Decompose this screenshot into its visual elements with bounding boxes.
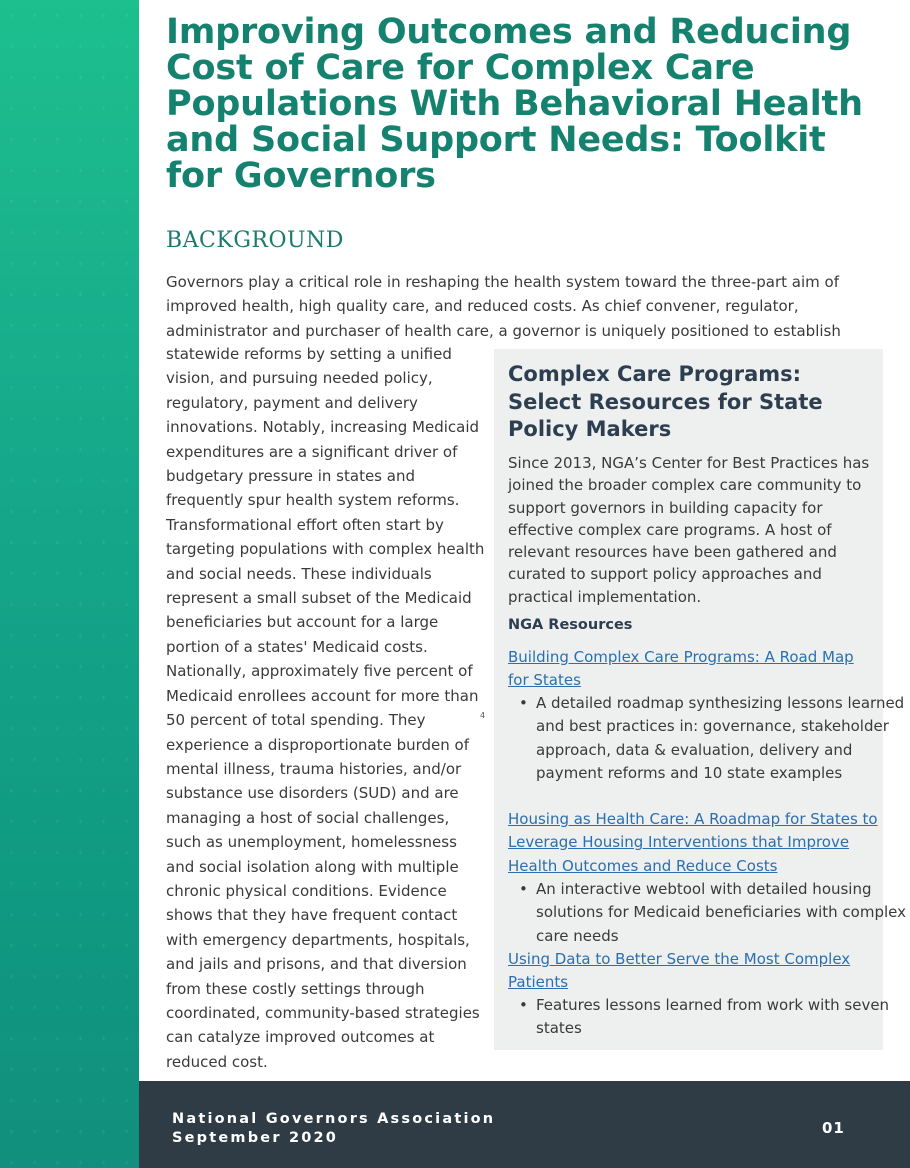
sidebox-intro: Since 2013, NGA’s Center for Best Practices has joined the broader complex care community to support governors in building capacity for effective complex care programs. A host of relevant resources have been gathered and curated to support policy approaches and practical implementation.: [508, 454, 870, 606]
resource-bullets-2: [508, 878, 906, 948]
page-number: 01: [822, 1119, 845, 1137]
sidebar-texture: [0, 0, 139, 1168]
footer-date: September 2020: [172, 1130, 339, 1146]
resource-bullets-3: [508, 994, 906, 1041]
resource-bullets-1: [508, 692, 906, 785]
document-title: Improving Outcomes and Reducing Cost of Care for Complex Care Populations With Behavioral Health and Social Support Needs: Toolkit for Governors: [166, 12, 863, 196]
section-heading-background: BACKGROUND: [166, 228, 344, 253]
resource-bullet-1: • A detailed roadmap synthesizing lessons learned and best practices in: governance, stakeholder approach, data & evaluation, delivery and payment reforms and 10 state examples: [536, 692, 906, 785]
sidebox-subheading: NGA Resources: [508, 617, 633, 633]
body-column-text: statewide reforms by setting a unified vision, and pursuing needed policy, regulatory, payment and delivery innovations. Notably, increasing Medicaid expenditures are a significant driver of budgetary pressure in states and frequently spur health system reforms. Transformational effort often start by targeting populations with complex health and social needs. These individuals represent a small subset of the Medicaid beneficiaries but account for a large portion of a states' Medicaid costs. Nationally, approximately five percent of Medicaid enrollees account for more than 50 percent of total spending. They experience a disproportionate burden of mental illness, trauma histories, and/or substance use disorders (SUD) and are managing a host of social challenges, such as unemployment, homelessness and social isolation along with multiple chronic physical conditions. Evidence shows that they have frequent contact with emergency departments, hospitals, and jails and prisons, and that diversion from these costly settings through coordinated, community-based strategies can catalyze improved outcomes at reduced cost.: [166, 345, 485, 1071]
intro-paragraph: Governors play a critical role in reshaping the health system toward the three-part aim of improved health, high quality care, and reduced costs. As chief convener, regulator, administrator and purchaser of health care, a governor is uniquely positioned to establish: [166, 273, 841, 340]
resource-bullet-3: • Features lessons learned from work with seven states: [536, 994, 906, 1041]
resource-link-building-complex-care[interactable]: Building Complex Care Programs: A Road Map for States: [508, 648, 854, 690]
resource-link-using-data[interactable]: Using Data to Better Serve the Most Complex Patients: [508, 950, 851, 992]
footer-organization: National Governors Association: [172, 1111, 496, 1127]
sidebox-title: Complex Care Programs: Select Resources for State Policy Makers: [508, 362, 823, 441]
decorative-sidebar: [0, 0, 139, 1168]
footnote-marker: 4: [480, 711, 486, 720]
resource-link-housing-as-health-care[interactable]: Housing as Health Care: A Roadmap for States to Leverage Housing Interventions that Improve Health Outcomes and Reduce Costs: [508, 810, 878, 875]
resource-bullet-2: • An interactive webtool with detailed housing solutions for Medicaid beneficiaries with complex care needs: [536, 878, 906, 948]
